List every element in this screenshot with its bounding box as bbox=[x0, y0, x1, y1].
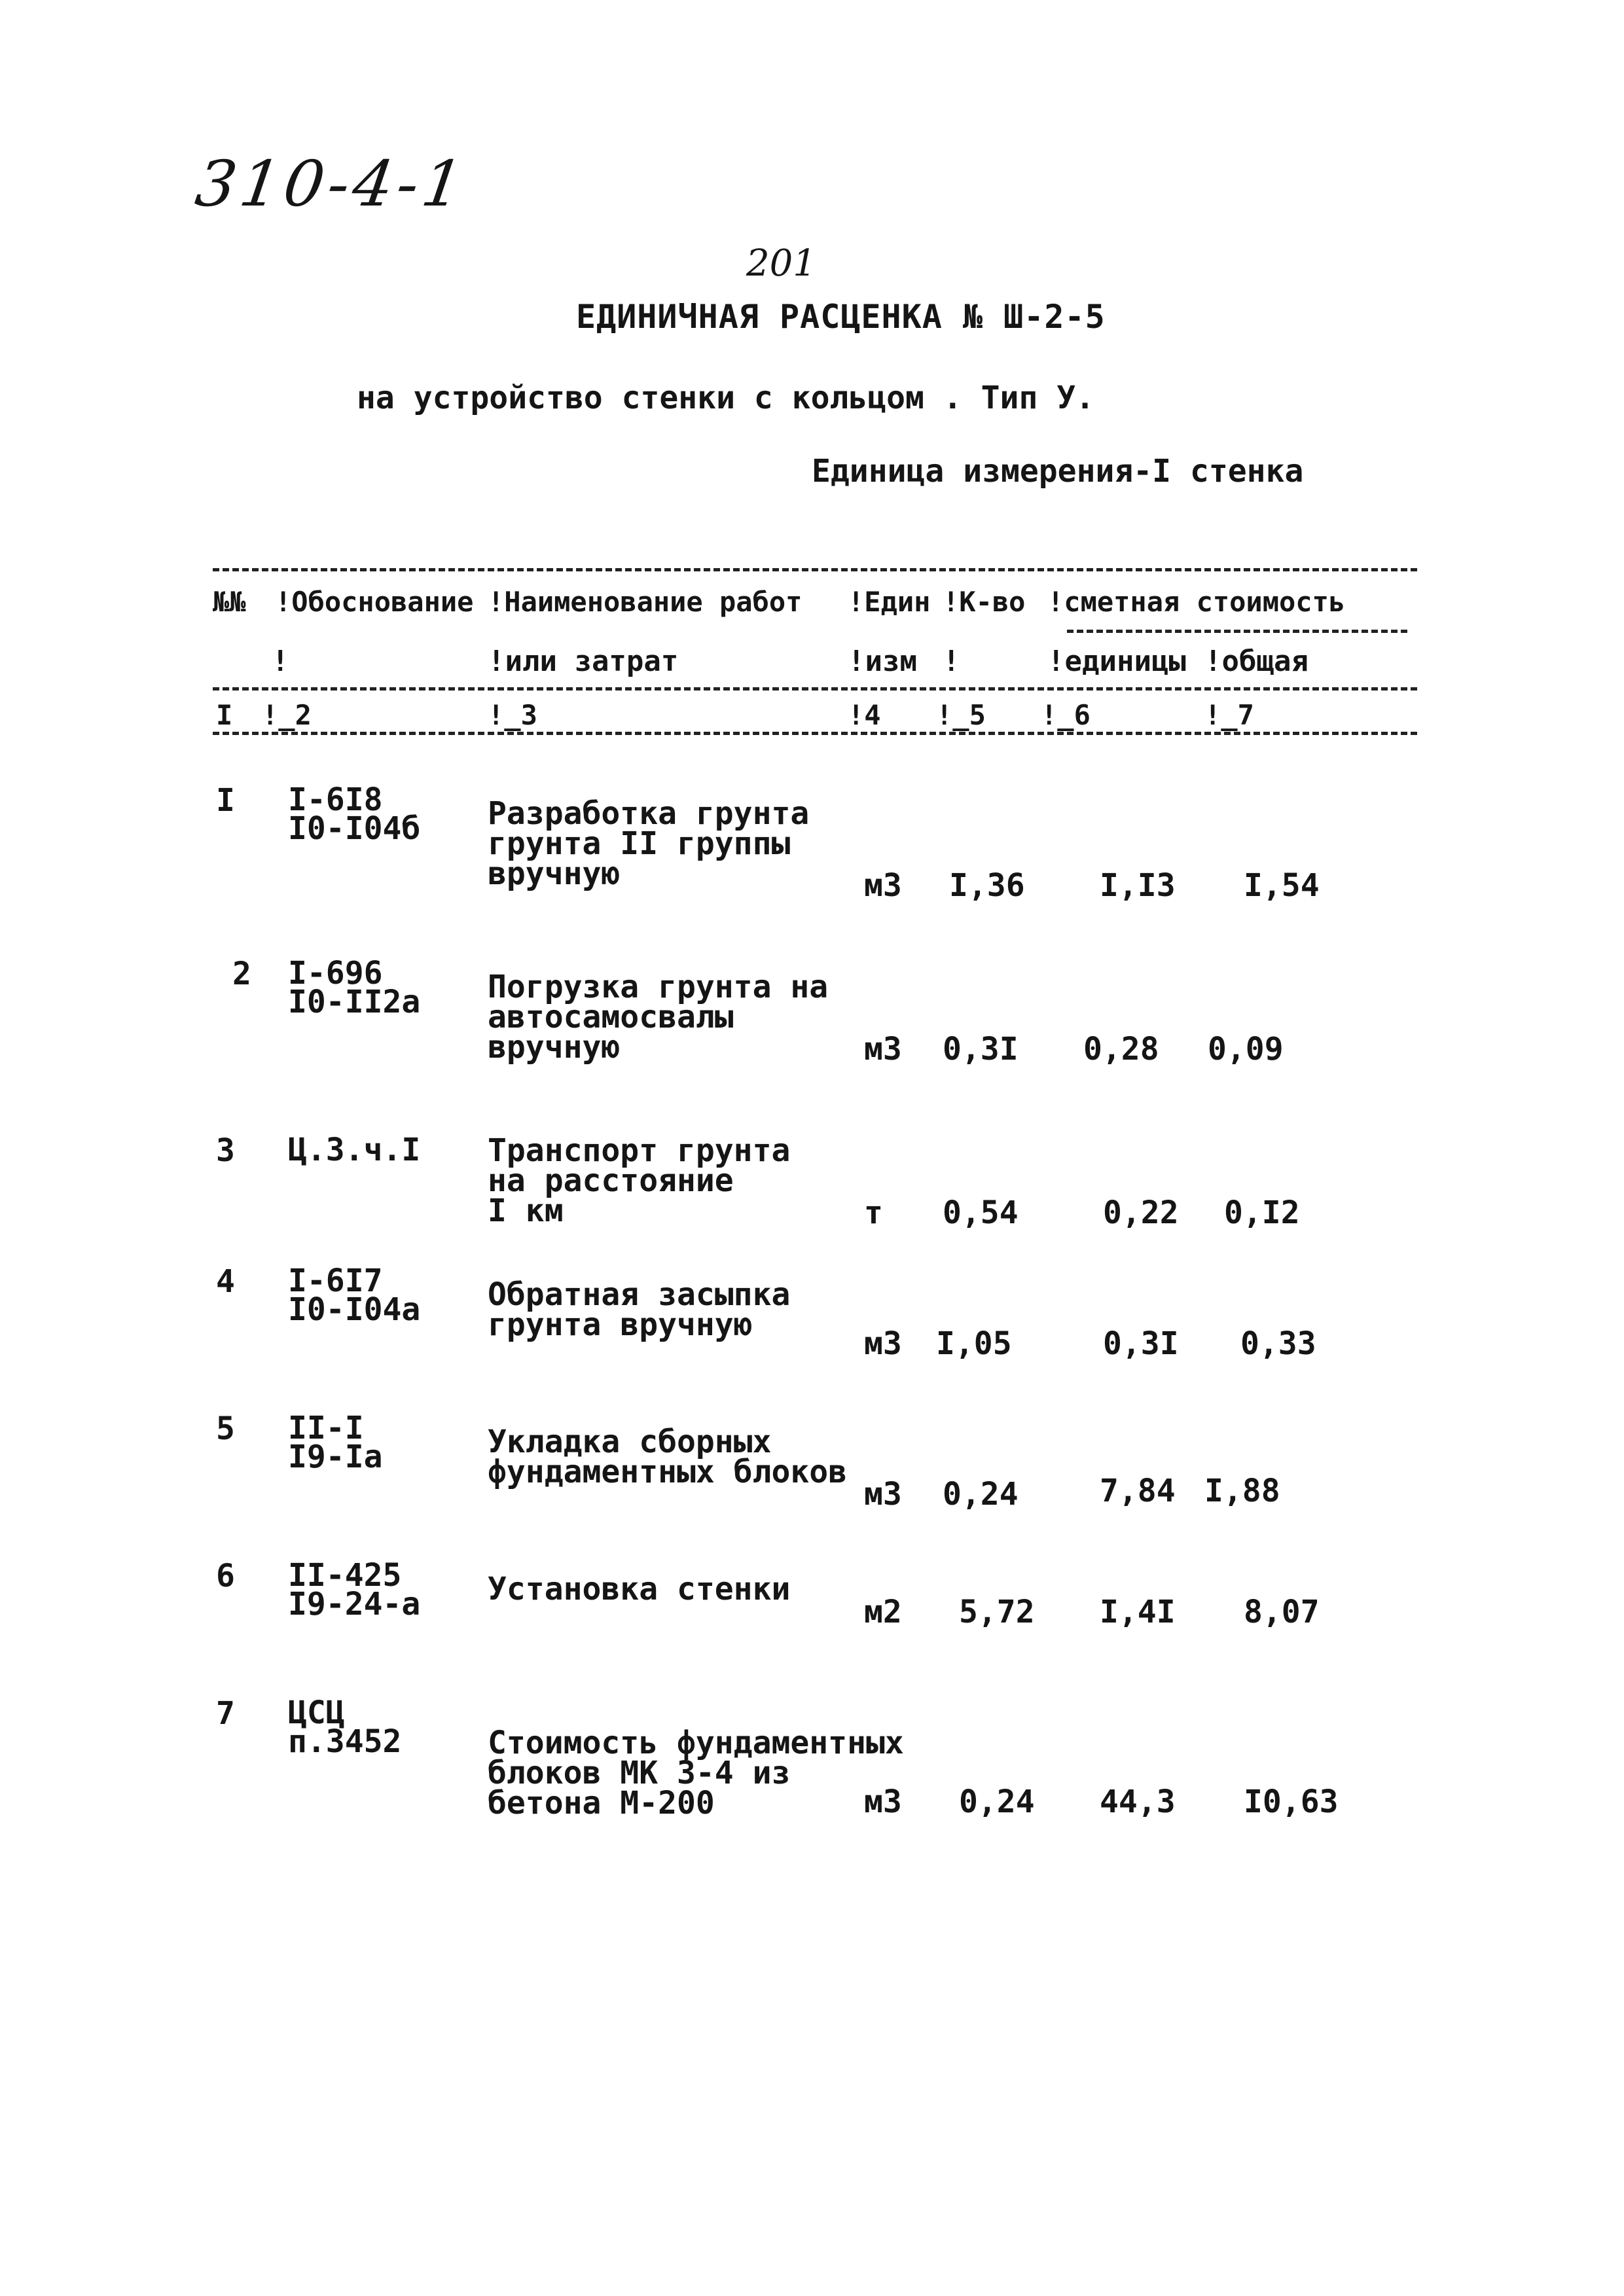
column-number-3: !_3 bbox=[488, 699, 537, 731]
row-description-line: вручную bbox=[488, 855, 621, 892]
header-col-number-sep: ! bbox=[272, 645, 289, 678]
row-basis-code-line: I9-24-а bbox=[288, 1586, 421, 1623]
column-number-2: !_2 bbox=[262, 699, 312, 731]
header-col-total-cost: !общая bbox=[1204, 645, 1308, 678]
row-description-line: Транспорт грунта bbox=[488, 1132, 791, 1169]
row-basis-code-line: I-6I7 bbox=[288, 1263, 383, 1299]
row-basis-code-line: II-I bbox=[288, 1410, 364, 1446]
row-basis-code bbox=[288, 1263, 421, 1328]
row-quantity: 0,24 bbox=[943, 1476, 1019, 1513]
row-unit-cost: 0,22 bbox=[1103, 1194, 1179, 1231]
row-total-cost: 0,09 bbox=[1208, 1031, 1284, 1067]
row-quantity: I,36 bbox=[949, 867, 1025, 904]
column-number-5: !_5 bbox=[936, 699, 986, 731]
column-number-6: !_6 bbox=[1041, 699, 1091, 731]
header-col-work-name-2: !или затрат bbox=[488, 645, 679, 678]
row-description-line: блоков МК 3-4 из bbox=[488, 1755, 791, 1791]
row-quantity: 0,24 bbox=[959, 1784, 1035, 1820]
row-description-line: бетона М-200 bbox=[488, 1785, 715, 1821]
page-number: 201 bbox=[746, 242, 816, 285]
row-unit: м3 bbox=[864, 1031, 902, 1067]
document-title: ЕДИНИЧНАЯ РАСЦЕНКА № Ш-2-5 bbox=[576, 298, 1106, 336]
row-unit: м2 bbox=[864, 1594, 902, 1630]
column-number-4: !4 bbox=[848, 699, 881, 731]
header-col-estimated-cost: !сметная стоимость bbox=[1047, 586, 1346, 618]
row-total-cost: 0,I2 bbox=[1224, 1194, 1300, 1231]
row-unit: м3 bbox=[864, 1476, 902, 1513]
column-number-1: I bbox=[216, 699, 233, 731]
row-basis-code-line: I0-II2а bbox=[288, 984, 421, 1020]
row-basis-code bbox=[288, 1695, 402, 1760]
row-total-cost: 8,07 bbox=[1244, 1594, 1320, 1630]
header-col-unit-2: !изм bbox=[848, 645, 917, 678]
row-basis-code-line: I9-Iа bbox=[288, 1439, 383, 1475]
row-basis-code bbox=[288, 1410, 383, 1475]
row-description-line: фундаментных блоков bbox=[488, 1454, 848, 1490]
row-quantity: 5,72 bbox=[959, 1594, 1035, 1630]
row-quantity: 0,3I bbox=[943, 1031, 1019, 1067]
row-description-line: грунта вручную bbox=[488, 1306, 753, 1343]
row-description-line: грунта II группы bbox=[488, 825, 791, 862]
row-unit-cost: I,4I bbox=[1100, 1594, 1176, 1630]
header-cost-subrule bbox=[1067, 630, 1407, 633]
row-description-line: Погрузка грунта на bbox=[488, 969, 829, 1005]
row-basis-code bbox=[288, 1132, 421, 1168]
row-basis-code-line: II-425 bbox=[288, 1557, 402, 1594]
row-quantity: I,05 bbox=[936, 1325, 1012, 1362]
header-bottom-rule bbox=[213, 732, 1417, 735]
row-unit-cost: 44,3 bbox=[1100, 1784, 1176, 1820]
header-mid-rule bbox=[213, 687, 1417, 691]
row-number: 6 bbox=[216, 1558, 235, 1594]
row-description-line: Укладка сборных bbox=[488, 1424, 772, 1460]
header-col-unit-cost: !единицы bbox=[1047, 645, 1186, 678]
row-unit-cost: I,I3 bbox=[1100, 867, 1176, 904]
row-total-cost: I,88 bbox=[1204, 1473, 1280, 1509]
row-number: 3 bbox=[216, 1132, 235, 1169]
row-number: 4 bbox=[216, 1263, 235, 1300]
row-description-line: Установка стенки bbox=[488, 1571, 791, 1607]
row-description-line: I км bbox=[488, 1193, 564, 1229]
document-subtitle: на устройство стенки с кольцом . Тип У. bbox=[357, 380, 1095, 416]
row-description-line: автосамосвалы bbox=[488, 999, 734, 1035]
header-col-quantity: !К-во bbox=[943, 586, 1026, 618]
row-number: I bbox=[216, 782, 235, 819]
row-number: 7 bbox=[216, 1695, 235, 1732]
row-basis-code-line: I-6I8 bbox=[288, 781, 383, 818]
row-total-cost: 0,33 bbox=[1240, 1325, 1316, 1362]
handwritten-document-code: 310-4-1 bbox=[191, 147, 472, 221]
row-description bbox=[488, 1424, 848, 1490]
row-unit-cost: 0,3I bbox=[1103, 1325, 1179, 1362]
row-basis-code bbox=[288, 1557, 421, 1623]
row-basis-code bbox=[288, 781, 421, 847]
row-description bbox=[488, 1132, 791, 1229]
row-unit: м3 bbox=[864, 867, 902, 904]
row-description-line: Обратная засыпка bbox=[488, 1276, 791, 1313]
row-description-line: на расстояние bbox=[488, 1162, 734, 1199]
row-description-line: Разработка грунта bbox=[488, 795, 810, 832]
row-description-line: вручную bbox=[488, 1029, 621, 1066]
row-description bbox=[488, 969, 829, 1066]
row-unit-cost: 7,84 bbox=[1100, 1473, 1176, 1509]
row-basis-code-line: п.3452 bbox=[288, 1723, 402, 1760]
header-top-rule bbox=[213, 568, 1417, 571]
row-basis-code bbox=[288, 955, 421, 1020]
row-quantity: 0,54 bbox=[943, 1194, 1019, 1231]
row-unit: т bbox=[864, 1194, 883, 1231]
row-unit-cost: 0,28 bbox=[1083, 1031, 1159, 1067]
row-total-cost: I,54 bbox=[1244, 867, 1320, 904]
header-col-quantity-2: ! bbox=[943, 645, 960, 678]
row-unit: м3 bbox=[864, 1784, 902, 1820]
header-col-unit: !Един bbox=[848, 586, 931, 618]
row-description bbox=[488, 1571, 791, 1607]
header-col-basis: !Обоснование bbox=[275, 586, 474, 618]
row-basis-code-line: Ц.3.ч.I bbox=[288, 1132, 421, 1168]
row-basis-code-line: I-696 bbox=[288, 955, 383, 992]
row-description-line: Стоимость фундаментных bbox=[488, 1725, 904, 1761]
row-number: 2 bbox=[232, 956, 251, 992]
row-description bbox=[488, 1276, 791, 1343]
column-number-7: !_7 bbox=[1204, 699, 1254, 731]
row-basis-code-line: ЦСЦ bbox=[288, 1695, 345, 1731]
header-col-number: №№ bbox=[213, 586, 246, 618]
row-basis-code-line: I0-I04б bbox=[288, 810, 421, 847]
row-basis-code-line: I0-I04а bbox=[288, 1291, 421, 1328]
header-col-work-name: !Наименование работ bbox=[488, 586, 803, 618]
row-description bbox=[488, 795, 810, 892]
row-number: 5 bbox=[216, 1410, 235, 1447]
row-unit: м3 bbox=[864, 1325, 902, 1362]
row-description bbox=[488, 1725, 904, 1821]
row-total-cost: I0,63 bbox=[1244, 1784, 1339, 1820]
measurement-unit: Единица измерения-I стенка bbox=[812, 453, 1304, 490]
